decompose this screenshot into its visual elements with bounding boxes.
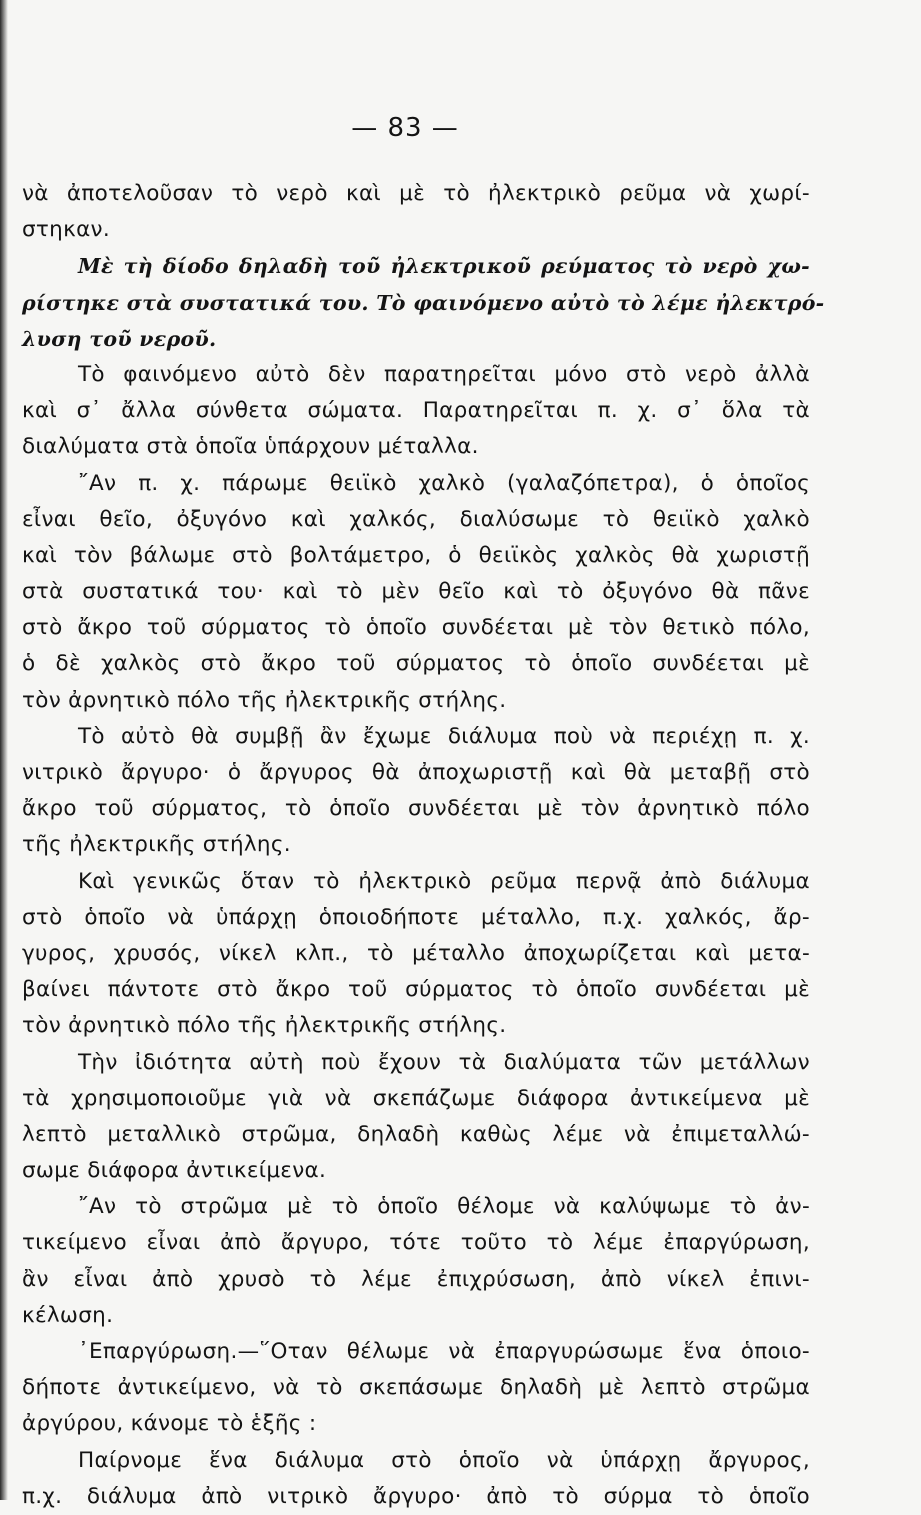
text-line: κέλωση. — [22, 1302, 114, 1328]
text-line: βαίνει πάντοτε στὸ ἄκρο τοῦ σύρματος τὸ ὁποῖο συνδέεται μὲ — [22, 977, 810, 1003]
text-line: λεπτὸ μεταλλικὸ στρῶμα, δηλαδὴ καθὼς λέμε νὰ ἐπιμεταλλώ- — [22, 1121, 810, 1147]
text-line: Μὲ τὴ δίοδο δηλαδὴ τοῦ ἠλεκτρικοῦ ρεύματος τὸ νερὸ χω- — [78, 254, 810, 279]
text-line: εἶναι θεῖο, ὀξυγόνο καὶ χαλκός, διαλύσωμε τὸ θειϊκὸ χαλκὸ — [22, 506, 810, 532]
text-line: ᾽Επαργύρωση.—῞Οταν θέλωμε νὰ ἐπαργυρώσωμε ἕνα ὁποιο- — [78, 1339, 810, 1364]
text-line: ὁ δὲ χαλκὸς στὸ ἄκρο τοῦ σύρματος τὸ ὁποῖο συνδέεται μὲ — [22, 651, 810, 677]
text-line: ἂν εἶναι ἀπὸ χρυσὸ τὸ λέμε ἐπιχρύσωση, ἀπὸ νίκελ ἐπινι- — [22, 1266, 810, 1292]
text-line: λυση τοῦ νεροῦ. — [22, 326, 217, 351]
text-line: καὶ σ᾽ ἄλλα σύνθετα σώματα. Παρατηρεῖται π. χ. σ᾽ ὅλα τὰ — [22, 398, 810, 424]
text-line: νιτρικὸ ἄργυρο· ὁ ἄργυρος θὰ ἀποχωριστῇ καὶ θὰ μεταβῇ στὸ — [22, 760, 810, 785]
text-line: τικείμενο εἶναι ἀπὸ ἄργυρο, τότε τοῦτο τὸ λέμε ἐπαργύρωση, — [22, 1230, 810, 1256]
text-line: δήποτε ἀντικείμενο, νὰ τὸ σκεπάσωμε δηλαδὴ μὲ λεπτὸ στρῶμα — [22, 1375, 810, 1401]
text-line: Τὴν ἰδιότητα αὐτὴ ποὺ ἔχουν τὰ διαλύματα τῶν μετάλλων — [78, 1049, 810, 1075]
page-number: — 83 — — [351, 113, 459, 143]
text-line: τὰ χρησιμοποιοῦμε γιὰ νὰ σκεπάζωμε διάφορα ἀντικείμενα μὲ — [22, 1085, 810, 1111]
text-line: γυρος, χρυσός, νίκελ κλπ., τὸ μέταλλο ἀποχωρίζεται καὶ μετα- — [22, 940, 810, 966]
text-line: διαλύματα στὰ ὁποῖα ὑπάρχουν μέταλλα. — [22, 434, 479, 460]
page-edge-shadow — [0, 0, 8, 1500]
text-line: ρίστηκε στὰ συστατικά του. Τὸ φαινόμενο αὐτὸ τὸ λέμε ἠλεκτρό- — [22, 290, 825, 315]
text-line: Τὸ φαινόμενο αὐτὸ δὲν παρατηρεῖται μόνο στὸ νερὸ ἀλλὰ — [78, 361, 810, 387]
text-line: ἄκρο τοῦ σύρματος, τὸ ὁποῖο συνδέεται μὲ τὸν ἀρνητικὸ πόλο — [22, 796, 810, 822]
text-line: ῎Αν τὸ στρῶμα μὲ τὸ ὁποῖο θέλομε νὰ καλύψωμε τὸ ἀν- — [78, 1194, 810, 1220]
text-line: Παίρνομε ἕνα διάλυμα στὸ ὁποῖο νὰ ὑπάρχῃ ἄργυρος, — [78, 1447, 810, 1473]
text-line: Καὶ γενικῶς ὅταν τὸ ἠλεκτρικὸ ρεῦμα περνᾷ ἀπὸ διάλυμα — [78, 868, 810, 894]
text-line: σωμε διάφορα ἀντικείμενα. — [22, 1158, 327, 1184]
text-line: στηκαν. — [22, 217, 110, 243]
text-line: στὸ ὁποῖο νὰ ὑπάρχῃ ὁποιοδήποτε μέταλλο, π.χ. χαλκός, ἄρ- — [22, 904, 810, 930]
text-line: στὰ συστατικά του· καὶ τὸ μὲν θεῖο καὶ τὸ ὀξυγόνο θὰ πᾶνε — [22, 579, 810, 605]
text-line: στὸ ἄκρο τοῦ σύρματος τὸ ὁποῖο συνδέεται μὲ τὸν θετικὸ πόλο, — [22, 615, 810, 641]
text-line: ῎Αν π. χ. πάρωμε θειϊκὸ χαλκὸ (γαλαζόπετρα), ὁ ὁποῖος — [78, 470, 810, 496]
text-line: τῆς ἠλεκτρικῆς στήλης. — [22, 832, 291, 858]
text-line: νὰ ἀποτελοῦσαν τὸ νερὸ καὶ μὲ τὸ ἠλεκτρικὸ ρεῦμα νὰ χωρί- — [22, 181, 810, 206]
body-text — [22, 176, 825, 1515]
text-line: τὸν ἀρνητικὸ πόλο τῆς ἠλεκτρικῆς στήλης. — [22, 1013, 507, 1039]
text-line: ἀργύρου, κάνομε τὸ ἑξῆς : — [22, 1411, 317, 1437]
text-line: Τὸ αὐτὸ θὰ συμβῇ ἂν ἔχωμε διάλυμα ποὺ νὰ περιέχῃ π. χ. — [78, 723, 810, 749]
text-line: π.χ. διάλυμα ἀπὸ νιτρικὸ ἄργυρο· ἀπὸ τὸ σύρμα τὸ ὁποῖο — [22, 1483, 810, 1509]
text-line: καὶ τὸν βάλωμε στὸ βολτάμετρο, ὁ θειϊκὸς χαλκὸς θὰ χωριστῇ — [22, 542, 810, 568]
text-line: τὸν ἀρνητικὸ πόλο τῆς ἠλεκτρικῆς στήλης. — [22, 687, 507, 713]
